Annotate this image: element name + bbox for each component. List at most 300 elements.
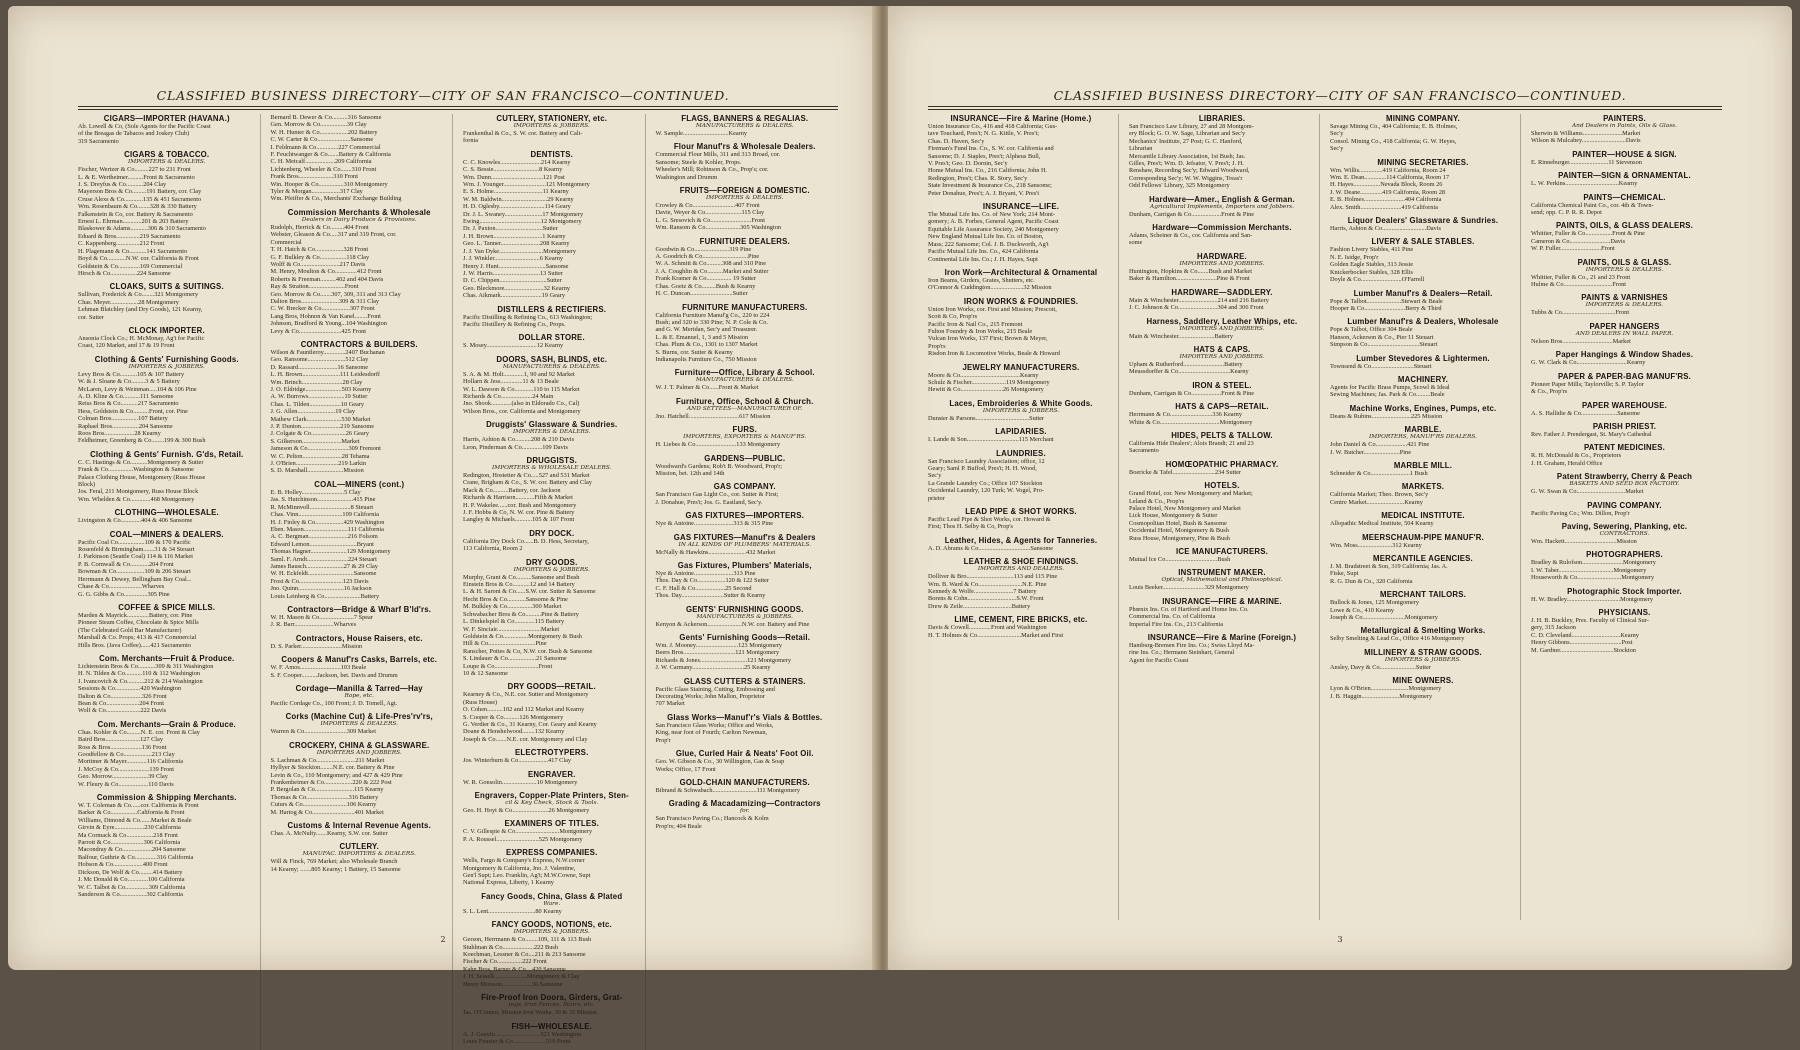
listing-line: and G. W. Meridan, Sec'y and Treasurer. bbox=[655, 326, 758, 334]
listing-line: Mission, bet. 12th and 14th bbox=[655, 469, 725, 477]
directory-entry bbox=[271, 114, 449, 203]
listing-line: F. Feuchtwanger & Co.......Battery & California bbox=[270, 151, 391, 159]
listing-line: Phœnix Ins. Co. of Hartford and Home Ins. Co. bbox=[1129, 605, 1249, 613]
listing-line: Chas. Plum & Co., 1301 to 1307 Market bbox=[655, 341, 758, 349]
directory-entry bbox=[656, 303, 835, 364]
listing-line: Wm. Whelden & Co.............468 Montgomery bbox=[78, 495, 195, 503]
listing-line: Imperial Fire Ins. Co., 213 California bbox=[1129, 620, 1224, 628]
category-heading: LIVERY & SALE STABLES. bbox=[1371, 237, 1475, 247]
listing-line: Frank & Co................Washington & Sansome bbox=[78, 466, 194, 474]
listing-line: some bbox=[1129, 239, 1143, 247]
listing-line: Wm. Willis...............419 California, Room 24 bbox=[1330, 166, 1446, 174]
listing-line: Lehman Blatchley (and Dry Goods), 121 Kearny, bbox=[78, 306, 203, 314]
listing-line: Louis Feusier & Co.....................519 Front bbox=[463, 1037, 571, 1045]
listing-line: send; opp. C. P. R. R. Depot bbox=[1531, 209, 1602, 217]
listing-line: J. R. Barr.........................Wharves bbox=[270, 621, 357, 629]
category-heading: Harness, Saddlery, Leather Whips, etc. bbox=[1146, 316, 1298, 326]
directory-entry bbox=[1531, 608, 1718, 654]
directory-entry bbox=[1129, 381, 1315, 397]
listing-line: Joseph & Co.......N.E. cor. Montgomery and Clay bbox=[463, 735, 588, 743]
category-heading: Lumber Manuf'rs & Dealers—Retail. bbox=[1353, 288, 1493, 298]
listing-line: Coast, 120 Market, and 17 & 19 Front bbox=[78, 342, 175, 350]
listing-line: M. Henry, Moulton & Co..............412 Front bbox=[270, 268, 382, 276]
listing-line: Ray & Stratton.......................Front bbox=[270, 283, 359, 291]
category-subheading: MANUFACTURERS & DEALERS. bbox=[695, 123, 794, 129]
category-heading: Commission Merchants & Wholesale bbox=[287, 207, 431, 217]
listing-line: Main & Winchester.........................214 and 216 Battery bbox=[1129, 296, 1269, 304]
category-heading: DRY GOODS—RETAIL. bbox=[507, 682, 596, 692]
directory-entry bbox=[1531, 193, 1718, 217]
category-heading: Machine Works, Engines, Pumps, etc. bbox=[1349, 403, 1497, 413]
category-heading: Furniture—Office, Library & School. bbox=[674, 368, 815, 378]
listing-line: P. B. Cornwall & Co............204 Front bbox=[78, 560, 174, 568]
listing-line: Mass; 222 Sansome; Col. J. B. Duckworth, Ag't bbox=[928, 240, 1049, 248]
listing-line: Occidental Hotel, Montgomery & Bush bbox=[1129, 527, 1229, 535]
directory-entry bbox=[1531, 422, 1718, 438]
category-heading: Druggists' Glassware & Sundries. bbox=[486, 420, 618, 430]
listing-line: Dr. J. L. Swaney........................17 Montgomery bbox=[463, 210, 584, 218]
listing-line: Montgomery & California, Jno. J. Valentine, bbox=[463, 864, 576, 872]
directory-entry bbox=[656, 713, 835, 744]
listing-line: Richards & Co....................24 Main bbox=[463, 392, 554, 400]
listing-line: C. W. Carter & Co.....................Sansome bbox=[270, 136, 374, 144]
category-heading: INSURANCE—Fire & Marine (Home.) bbox=[950, 114, 1092, 123]
listing-line: Fiske, Supt bbox=[1330, 570, 1359, 578]
listing-line: W. H. Eckfeldt.............................Sansome bbox=[270, 570, 377, 578]
listing-line: Frost & Co............................123 Davis bbox=[270, 577, 369, 585]
category-heading: ELECTROTYPERS. bbox=[515, 748, 589, 758]
category-heading: Patent Strawberry, Cherry & Peach bbox=[1556, 472, 1693, 482]
listing-line: W. C. Talbot & Co...............309 California bbox=[78, 883, 186, 891]
listing-line: Crowley & Co...........................407 Front bbox=[655, 202, 760, 210]
listing-line: J. McCoy & Co....................139 Front bbox=[78, 765, 175, 773]
listing-line: A. S. Hallidie & Co.......................Sansome bbox=[1531, 409, 1640, 417]
listing-line: D. Rassard.........................16 Sansome bbox=[270, 363, 369, 371]
listing-line: Sansome; Steele & Kohler, Props. bbox=[655, 158, 742, 166]
listing-line: Hulme & Co...............................Front bbox=[1531, 281, 1626, 289]
listing-line: Chas. Kohler & Co.........N. E. cor. Front & Clay bbox=[78, 728, 200, 736]
directory-column bbox=[1129, 114, 1320, 920]
listing-line: Henry J. Hunt..............................Sansome bbox=[463, 262, 569, 270]
category-heading: HATS & CAPS—RETAIL. bbox=[1175, 402, 1269, 412]
listing-line: Savage Mining Co., 404 California; E. B. Holmes, bbox=[1330, 123, 1458, 130]
listing-line: Bibrand & Schwabach............................111 Montgomery bbox=[655, 786, 801, 794]
directory-column bbox=[271, 114, 454, 1050]
category-subheading: Rope, etc. bbox=[344, 693, 375, 699]
directory-entry bbox=[1531, 258, 1718, 289]
listing-line: Kahn Bros, Barner & Co....420 Sansome bbox=[463, 965, 566, 973]
category-heading: Gents' Furnishing Goods—Retail. bbox=[679, 633, 811, 643]
listing-line: Jos. Feral, 211 Montgomery, Russ House Block bbox=[78, 488, 199, 496]
category-heading: IRON & STEEL. bbox=[1192, 380, 1252, 390]
listing-line: Sanderson & Co.................302 California bbox=[78, 890, 183, 898]
directory-entry bbox=[1531, 372, 1718, 396]
directory-entry bbox=[656, 114, 835, 137]
listing-line: Will & Finck, 769 Market; also Wholesale Branch bbox=[270, 858, 398, 866]
listing-line: John Daniel & Co....................421 Pine bbox=[1330, 441, 1430, 449]
listing-line: fornia bbox=[463, 137, 479, 145]
listing-line: Chas. A. McNulty.......Kearny, S.W. cor. Sutter bbox=[270, 830, 388, 838]
listing-line: L. & E. Emanuel, 1, 3 and 5 Mission bbox=[655, 333, 749, 341]
listing-line: J. O. Eldridge.......................503 Kearny bbox=[270, 386, 372, 393]
directory-entry bbox=[271, 605, 449, 629]
listing-line: Doyle & Co..........................O'Farrell bbox=[1330, 276, 1425, 284]
listing-line: Pacific Mutual Life Ins. Co., 424 California bbox=[928, 248, 1039, 256]
category-heading: Paper Hangings & Window Shades. bbox=[1555, 350, 1694, 360]
listing-line: Pacific Coal Co.................109 & 170 Pacific bbox=[78, 538, 191, 546]
listing-line: tave Touchard, Pres't; N. G. Kittle, V. Pres't; bbox=[928, 130, 1039, 138]
category-heading: GAS FIXTURES—Manuf'rs & Dealers bbox=[673, 532, 816, 542]
listing-line: Union Iron Works, cor. First and Mission; Prescott, bbox=[928, 305, 1057, 313]
listing-line: Prop'r bbox=[655, 736, 671, 744]
directory-entry bbox=[656, 454, 835, 478]
listing-line: W. C. Pelton.........................28 Tehama bbox=[270, 452, 370, 460]
listing-line: Hirsch & Co.................224 Sansome bbox=[78, 269, 171, 277]
listing-line: & Co., Prop'rs bbox=[1531, 388, 1568, 396]
listing-line: Whittier, Fuller & Co., 21 and 23 Front bbox=[1531, 273, 1631, 281]
category-heading: Furniture, Office, School & Church. bbox=[676, 396, 814, 406]
listing-line: Mercantile Library Association, 1st Bush; Jas. bbox=[1129, 152, 1246, 160]
listing-line: Cameron & Co..........................Davis bbox=[1531, 237, 1626, 245]
listing-line: S. D. Marshall.......................Mission bbox=[270, 467, 364, 475]
category-heading: Cordage—Manilla & Tarred—Hay bbox=[295, 684, 423, 693]
listing-line: Cuturs & Co............................106 Kearny bbox=[270, 801, 377, 809]
directory-entry bbox=[1330, 648, 1516, 671]
listing-line: H. D. Oglesby.............................114 Geary bbox=[463, 203, 571, 211]
listing-line: Risdon Iron & Locomotive Works, Beale & Howard bbox=[928, 350, 1060, 358]
listing-line: J. Parkinson (Seattle Coal) 114 & 116 Market bbox=[78, 553, 193, 561]
directory-entry bbox=[1531, 171, 1718, 187]
listing-line: H. J. Finley & Co..................429 Washington bbox=[270, 518, 385, 526]
listing-line: Wm. Hackett.................................Mission bbox=[1531, 537, 1637, 545]
listing-line: Wilson & Fauntleroy..............2407 Buchanan bbox=[270, 348, 385, 356]
listing-line: Herrmann & Co...........................336 Kearny bbox=[1129, 411, 1242, 419]
category-heading: Contractors, House Raisers, etc. bbox=[295, 633, 423, 643]
listing-line: Rev. Father J. Prendergast, St. Mary's Cathedral bbox=[1531, 430, 1652, 438]
listing-line: Goldstein & Co..............169 Commercial bbox=[78, 262, 183, 270]
listing-line: Pope & Talbot......................Stewart & Beale bbox=[1330, 297, 1443, 305]
directory-entry bbox=[1330, 626, 1516, 642]
listing-line: Works; Office, 17 Front bbox=[655, 765, 716, 773]
listing-line: Thos. Day & Co..................120 & 122 Sutter bbox=[655, 577, 770, 585]
listing-line: L. & E. Wertheimer..........Front & Sacramento bbox=[78, 173, 195, 181]
directory-entry bbox=[1129, 402, 1315, 426]
listing-line: E. Rinneburger.........................11 Stevenson bbox=[1531, 158, 1642, 166]
listing-line: Meussdorffer & Co.................................Kearny bbox=[1129, 368, 1249, 376]
category-heading: Glue, Curled Hair & Neats' Foot Oil. bbox=[675, 749, 814, 759]
category-heading: MERCANTILE AGENCIES. bbox=[1373, 554, 1473, 563]
directory-entry bbox=[271, 634, 449, 650]
category-subheading: IMPORTERS & JOBBERS. bbox=[982, 407, 1060, 414]
listing-line: Lichtenstein Bros & Co...........309 & 311 Washington bbox=[78, 662, 214, 670]
listing-line: Frank Bros......................310 Front bbox=[270, 173, 358, 181]
listing-line: Iron Beams, Girders, Grates, Shutters, etc. bbox=[928, 276, 1035, 284]
listing-line: Ross & Bros....................136 Front bbox=[78, 743, 167, 751]
listing-line: Pioneer Steam Coffee, Chocolate & Spice Mills bbox=[78, 619, 199, 627]
directory-column bbox=[656, 114, 839, 1050]
listing-line: Renshaw, Recording Sec'y; Edward Woodward, bbox=[1129, 167, 1250, 175]
listing-line: Schneider & Co.........................1 Bush bbox=[1330, 469, 1428, 477]
listing-line: Blaskower & Adams...........306 & 310 Sacramento bbox=[78, 225, 207, 233]
category-heading: Hardware—Amer., English & German. bbox=[1149, 194, 1295, 204]
category-heading: PAINTER—HOUSE & SIGN. bbox=[1572, 149, 1677, 159]
listing-line: Fulton Foundry & Iron Works, 215 Beale bbox=[928, 327, 1033, 335]
directory-entry bbox=[1330, 375, 1516, 399]
listing-line: Jas. S. Hutchinson.......................415 Pine bbox=[270, 496, 376, 504]
directory-entry bbox=[463, 1022, 641, 1046]
listing-line: L. & H. Saroni & Co......S.W. cor. Sutter & Sansome bbox=[463, 588, 596, 596]
category-heading: PARISH PRIEST. bbox=[1592, 421, 1657, 431]
directory-entry bbox=[463, 892, 641, 915]
listing-line: Wilson & Mulcahey............................Davis bbox=[1531, 137, 1641, 145]
directory-entry bbox=[1330, 289, 1516, 313]
category-heading: GENTS' FURNISHING GOODS. bbox=[685, 604, 804, 614]
listing-line: California Dry Dock Co......B. D. Hess, Secretary, bbox=[463, 537, 589, 545]
category-heading: INSTRUMENT MAKER. bbox=[1178, 568, 1266, 578]
directory-entry bbox=[271, 821, 449, 837]
listing-line: Hess, Goldstein & Co..........Front, cor. Pine bbox=[78, 407, 188, 415]
directory-entry bbox=[1531, 550, 1718, 581]
listing-line: gery, 315 Jackson bbox=[1531, 624, 1576, 632]
listing-line: J. Mc Donald & Co.............106 California bbox=[78, 876, 185, 884]
listing-line: Lichtenberg, Wheeler & Co.......310 Front bbox=[270, 165, 377, 173]
listing-line: S. F. Cooper..........Jackson, bet. Davis and Drumm bbox=[270, 671, 398, 679]
category-subheading: AND SETTEES—MANUFACTURER OF. bbox=[686, 405, 803, 412]
listing-line: Thos. Day...........................Sutter & Kearny bbox=[655, 592, 766, 600]
listing-line: W. P. Fuller..........................Front bbox=[1531, 245, 1615, 253]
listing-line: Wells, Fargo & Company's Express, N.W.corner bbox=[463, 857, 585, 865]
listing-line: Stuhlman & Co....................222 Bush bbox=[463, 943, 558, 951]
listing-line: Selby Smelting & Lead Co., Office 416 Montgomery bbox=[1330, 635, 1465, 643]
listing-line: Allopathic Medical Institute, 504 Kearny bbox=[1330, 520, 1434, 528]
listing-line: Sec'y bbox=[1330, 130, 1344, 138]
category-subheading: IMPORTERS & DEALERS. bbox=[1585, 302, 1664, 309]
directory-entry bbox=[1531, 401, 1718, 417]
directory-column bbox=[928, 114, 1119, 920]
category-subheading: for. bbox=[739, 808, 750, 815]
listing-line: Henry Moisson...................36 Sansome bbox=[463, 980, 563, 988]
category-heading: MINING COMPANY. bbox=[1386, 114, 1460, 123]
listing-line: J. J. Van Dyke............................Montgomery bbox=[463, 247, 577, 255]
listing-line: J. H. Graham, Herald Office bbox=[1531, 459, 1603, 467]
listing-line: W. F. Amos..........................103 Beale bbox=[270, 664, 367, 672]
listing-line: 319 Sacramento bbox=[78, 137, 119, 145]
listing-line: cor. Sutter bbox=[78, 313, 104, 321]
category-heading: DOORS, SASH, BLINDS, etc. bbox=[496, 354, 608, 364]
category-heading: INSURANCE—Fire & Marine (Foreign.) bbox=[1147, 633, 1297, 643]
directory-entry bbox=[928, 268, 1114, 292]
listing-line: Geo. Ransome........................512 Clay bbox=[270, 356, 369, 364]
listing-line: Levin & Co., 110 Montgomery; and 427 & 429 Pine bbox=[270, 771, 403, 779]
listing-line: Washington and Drumm bbox=[655, 173, 718, 181]
left-page bbox=[8, 6, 878, 1045]
listing-line: Townsend & Co...........................Steuart bbox=[1330, 362, 1432, 370]
listing-line: Main & Winchester.......................Battery bbox=[1129, 332, 1234, 340]
listing-line: San Francisco Paving Co.; Hancock & Kolm bbox=[655, 815, 769, 823]
directory-entry bbox=[928, 557, 1114, 610]
category-heading: INSURANCE—LIFE. bbox=[982, 202, 1060, 212]
listing-line: Frank Kramer & Co................ 19 Sutter bbox=[655, 275, 757, 283]
listing-line: H. P. Wakelee......cor. Bush and Montgomery bbox=[463, 501, 577, 509]
listing-line: California Hide Dealers'; Alois Brandt; 21 and 23 bbox=[1129, 439, 1254, 447]
listing-line: San Francisco Law Library, 27 and 28 Montgom- bbox=[1129, 123, 1254, 130]
listing-line: Mack & Co..........Battery, cor. Jackson bbox=[463, 486, 561, 494]
listing-line: Gilles, Pres't; Wm. D. Jefsator, V. Pres't; J. H. bbox=[1129, 160, 1244, 168]
listing-line: W. & J. Sloane & Co.........3 & 5 Battery bbox=[78, 378, 180, 386]
listing-line: Wm. Dunn.................................121 Post bbox=[463, 173, 565, 181]
listing-line: Sullivan, Frederick & Co........321 Montgomery bbox=[78, 291, 199, 299]
category-heading: MARBLE MILL. bbox=[1393, 460, 1453, 470]
category-heading: Flour Manuf'rs & Wholesale Dealers. bbox=[673, 142, 816, 152]
directory-entry bbox=[78, 150, 256, 277]
listing-line: S. A. & M. Holt.............1, 90 and 92 Market bbox=[463, 370, 575, 378]
category-heading: MINING SECRETARIES. bbox=[1377, 157, 1469, 167]
listing-line: Ansley, Davy & Co.......................Sutter bbox=[1330, 663, 1431, 671]
listing-line: G. Verdier & Co., 31 Kearny, Cor. Geary and Kearny bbox=[463, 720, 597, 728]
directory-entry bbox=[928, 615, 1114, 639]
listing-line: of the Breagas de Tabacos and Joskey Club) bbox=[78, 130, 190, 138]
category-heading: DISTILLERS & RECTIFIERS. bbox=[497, 304, 607, 314]
listing-line: Chas. Aikmark..........................19 Geary bbox=[463, 292, 565, 300]
directory-entry bbox=[1129, 547, 1315, 563]
directory-entry bbox=[78, 654, 256, 715]
listing-line: C. W. Brecker & Co..................307 Front bbox=[270, 305, 375, 313]
listing-line: King, near foot of Fourth; Carlton Newman, bbox=[655, 729, 768, 737]
directory-entry bbox=[271, 842, 449, 873]
listing-line: Loupe & Co............................Front bbox=[463, 662, 553, 670]
listing-line: J. P. Dunton.........................219 Sansome bbox=[270, 423, 375, 431]
listing-line: Hollarn & Jess..............11 & 13 Beale bbox=[463, 378, 559, 386]
listing-line: A. C. Bergman.........................216 Folsom bbox=[270, 533, 378, 541]
listing-line: J. B. Haggin........................Montgomery bbox=[1330, 692, 1433, 700]
listing-line: Ranscher, Pottes & Co, N.W. cor. Bush & Sansome bbox=[463, 647, 593, 655]
category-heading: PAINTS, OILS & GLASS. bbox=[1577, 257, 1672, 267]
listing-line: California Market; Theo. Brown, Sec'y bbox=[1330, 491, 1429, 499]
category-heading: PHYSICIANS. bbox=[1598, 607, 1651, 617]
listing-line: Scott & Co, Prop'rs bbox=[928, 313, 978, 321]
listing-line: L. H. Brown........................111 Leidesdorff bbox=[270, 371, 380, 379]
category-heading: JEWELRY MANUFACTURERS. bbox=[962, 362, 1080, 372]
category-subheading: IMPORTERS & JOBBERS. bbox=[513, 566, 590, 573]
listing-line: Simpson & Co.................................Steuart bbox=[1330, 341, 1438, 349]
directory-entry bbox=[1531, 443, 1718, 467]
listing-line: Geo. Bleckmore.........................32 Kearny bbox=[463, 284, 571, 292]
category-heading: DENTISTS. bbox=[530, 149, 574, 159]
header-rule-right bbox=[928, 106, 1722, 110]
category-heading: HOMŒOPATHIC PHARMACY. bbox=[1165, 459, 1279, 469]
listing-line: Harris, Ashton & Co..........208 & 210 Davis bbox=[463, 436, 575, 444]
listing-line: Russ House, Montgomery, Pine & Bush bbox=[1129, 534, 1230, 542]
listing-line: Golden Eagle Stables, 313 Jessie bbox=[1330, 261, 1414, 269]
listing-line: P. A. Roussel...........................525 Montgomery bbox=[463, 835, 583, 843]
listing-line: rine Ins. Co.; Hermann Steinhart, General bbox=[1129, 649, 1235, 657]
category-heading: FURNITURE MANUFACTURERS. bbox=[682, 302, 808, 312]
listing-line: gomery; A. B. Forbes, General Agent, Pacific Coast bbox=[928, 218, 1059, 226]
directory-entry bbox=[656, 533, 835, 556]
listing-line: Nye & Antoine.........................313 Pine bbox=[655, 570, 756, 577]
category-subheading: IMPORTERS AND JOBBERS. bbox=[1179, 325, 1265, 332]
listing-line: J. Ivancovich & Co...........212 & 214 Washington bbox=[78, 677, 203, 685]
listing-line: Wheeler's Mill; Robinson & Co., Prop's; cor. bbox=[655, 166, 769, 174]
listing-line: Pacific Distillery & Refining Co., Props. bbox=[463, 320, 566, 328]
listing-line: Baker & Hamilton..........................Pine & Front bbox=[1129, 275, 1250, 283]
listing-line: Upham & Rutherford..........................Battery bbox=[1129, 360, 1243, 368]
directory-entry bbox=[463, 920, 641, 988]
category-heading: IRON WORKS & FOUNDRIES. bbox=[963, 296, 1079, 306]
listing-line: R. H. McDonald & Co., Proprietors bbox=[1531, 452, 1622, 460]
category-subheading: IMPORTERS AND JOBBERS. bbox=[316, 749, 402, 756]
category-heading: LEATHER & SHOE FINDINGS. bbox=[963, 557, 1079, 567]
directory-entry bbox=[271, 208, 449, 335]
listing-line: Union Insurance Co., 416 and 418 California; Gus- bbox=[928, 123, 1058, 130]
listing-line: I. Lande & Son.................................115 Merchant bbox=[928, 436, 1054, 444]
category-subheading: Optical, Mathematical and Philosophical. bbox=[1161, 577, 1283, 584]
listing-line: Dalton & Co....................326 Front bbox=[78, 692, 167, 700]
category-heading: Metallurgical & Smelting Works. bbox=[1360, 626, 1486, 636]
listing-line: Lyon & O'Brien........................Montgomery bbox=[1330, 685, 1442, 693]
listing-line: Sec'y bbox=[928, 472, 942, 480]
left-page-columns bbox=[78, 114, 838, 1045]
category-heading: PAINTS & VARNISHES bbox=[1581, 293, 1668, 303]
listing-line: Langley & Michaels...........105 & 107 Front bbox=[463, 516, 575, 524]
directory-entry bbox=[656, 368, 835, 391]
listing-line: Warren & Co...........................309 Market bbox=[270, 728, 376, 736]
listing-line: G. F. Bulkley & Co.................118 Clay bbox=[270, 253, 370, 261]
category-heading: Leather, Hides, & Agents for Tanneries. bbox=[944, 535, 1098, 545]
category-heading: Coopers & Manuf'rs Casks, Barrels, etc. bbox=[281, 655, 438, 665]
category-heading: Fire-Proof Iron Doors, Girders, Grat- bbox=[481, 993, 623, 1003]
listing-line: Sherwin & Williams.........................Market bbox=[1531, 130, 1641, 137]
listing-line: W. F. Sinciair............................Market bbox=[463, 625, 560, 633]
category-heading: CIGARS & TOBACCO. bbox=[124, 150, 210, 160]
listing-line: Dalton Bros........................309 & 311 Clay bbox=[270, 297, 380, 305]
right-page bbox=[888, 6, 1792, 970]
directory-entry bbox=[1531, 501, 1718, 517]
category-heading: Fancy Goods, China, Glass & Plated bbox=[481, 891, 623, 901]
listing-line: Consol. Mining Co., 418 California; G. W. Heyes, bbox=[1330, 137, 1457, 145]
category-subheading: IMPORTERS & DEALERS. bbox=[320, 721, 399, 728]
listing-line: E. B. Holley...........................5 Clay bbox=[270, 488, 361, 496]
directory-entry bbox=[1330, 237, 1516, 283]
listing-line: Wm. E. Dean..............114 California, Room 17 bbox=[1330, 174, 1450, 182]
directory-entry bbox=[1129, 317, 1315, 340]
listing-line: Bernard B. Dewer & Co..........316 Sansome bbox=[270, 114, 382, 121]
listing-line: R. McMinnvoll..........................8 Steuart bbox=[270, 503, 374, 511]
listing-line: Cosmopolitan Hotel, Bush & Sansome bbox=[1129, 519, 1227, 527]
category-subheading: IN ALL KINDS OF PLUMBERS' MATERIALS. bbox=[678, 541, 811, 548]
category-heading: Com. Merchants—Fruit & Produce. bbox=[99, 653, 235, 663]
listing-line: J. G. Allen........................19 Clay bbox=[270, 408, 355, 416]
listing-line: W. H. Mason & Co......................7 Spear bbox=[270, 613, 373, 621]
listing-line: Commercial bbox=[270, 238, 302, 246]
category-heading: Customs & Internal Revenue Agents. bbox=[287, 821, 431, 831]
directory-entry bbox=[656, 677, 835, 708]
listing-line: Grand Hotel, cor. New Montgomery and Market; bbox=[1129, 490, 1253, 498]
category-heading: GOLD-CHAIN MANUFACTURERS. bbox=[679, 777, 810, 787]
listing-line: Ma Cormack & Co.................218 Front bbox=[78, 831, 178, 839]
category-heading: Lumber Stevedores & Lightermen. bbox=[1356, 353, 1490, 363]
listing-line: Leon, Pinderman & Co.............109 Davis bbox=[463, 443, 568, 451]
listing-line: O'Connor & Cuddington.....................32 Mission bbox=[928, 284, 1052, 292]
listing-line: G. W. Swan & Co...............................Market bbox=[1531, 488, 1644, 496]
directory-entry bbox=[928, 427, 1114, 443]
listing-line: Commercial Flour Mills, 311 and 313 Broad, cor. bbox=[655, 151, 781, 159]
listing-line: Huntington, Hopkins & Co.......Bush and Market bbox=[1129, 267, 1252, 275]
directory-entry bbox=[1330, 114, 1516, 153]
page-number-left: 2 bbox=[440, 935, 446, 944]
directory-entry bbox=[78, 450, 256, 503]
listing-line: R. G. Dun & Co., 320 California bbox=[1330, 577, 1413, 585]
